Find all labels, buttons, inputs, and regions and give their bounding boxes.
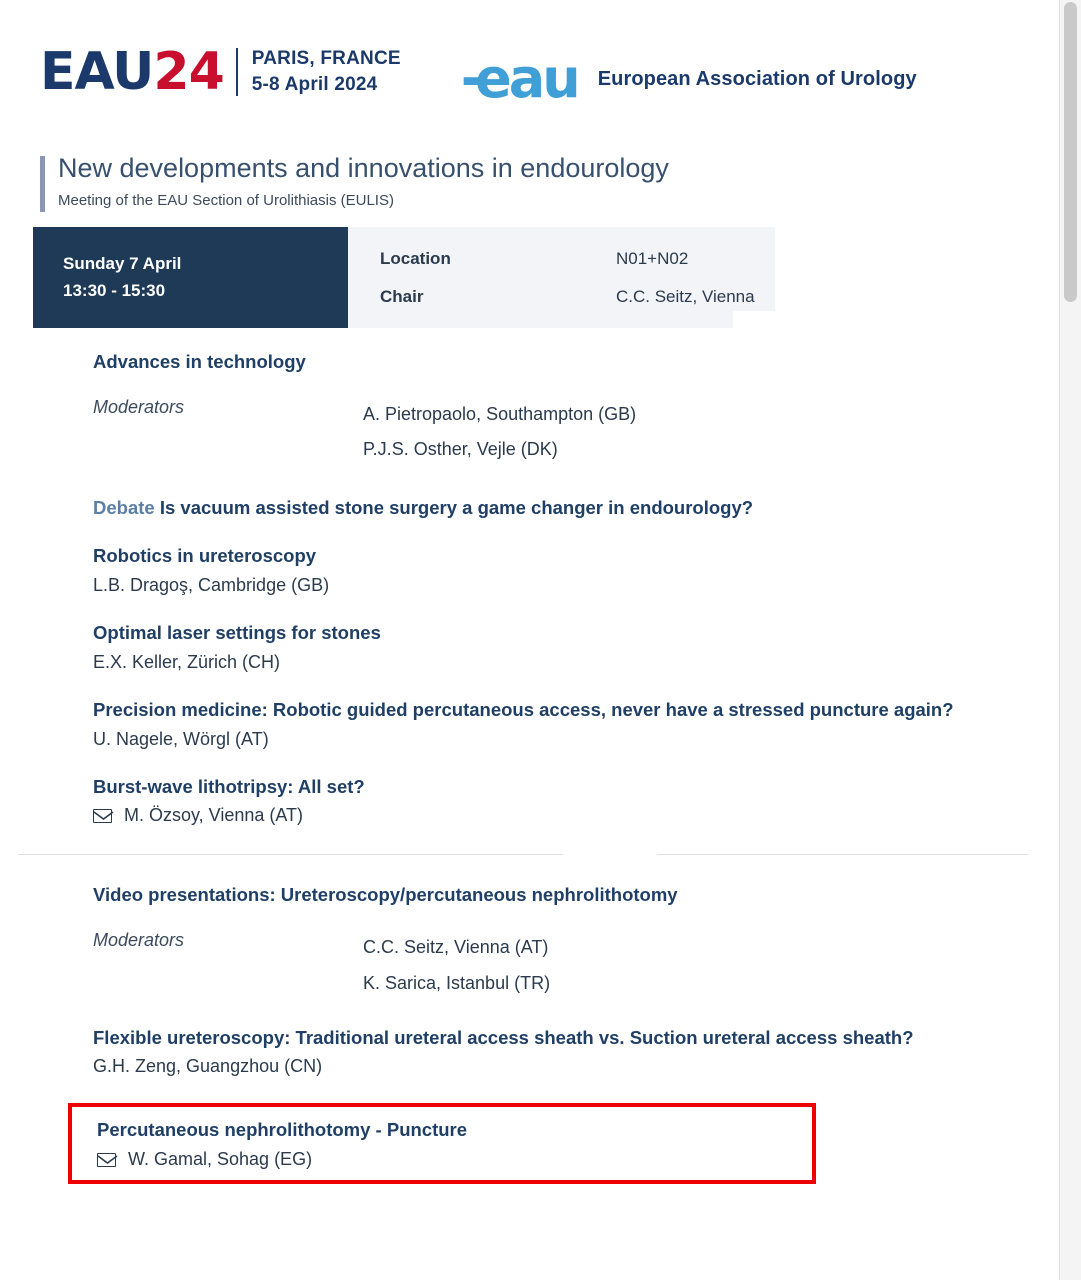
envelope-icon (97, 1153, 116, 1167)
talk-title: Burst-wave lithotripsy: All set? (93, 775, 365, 797)
scrollbar-thumb[interactable] (1064, 2, 1077, 302)
moderators-list (363, 930, 550, 1000)
list-item: C.C. Seitz, Vienna (AT) (363, 937, 549, 958)
chair-label: Chair (380, 287, 424, 307)
eau-mark-letters: eau (475, 47, 578, 110)
talk-item (93, 774, 1059, 827)
talk-title: Robotics in ureteroscopy (93, 545, 317, 567)
debate-title: Is vacuum assisted stone surgery a game changer in endourology? (159, 497, 754, 519)
talk-title: Optimal laser settings for stones (93, 622, 381, 644)
speaker-name: M. Özsoy, Vienna (AT) (124, 805, 304, 826)
session-title-block (40, 152, 1059, 209)
document-header (0, 0, 1059, 110)
envelope-icon (93, 809, 112, 823)
logo-main-text: EAU (40, 42, 154, 102)
session-day: Sunday 7 April (63, 254, 182, 274)
speaker-name: G.H. Zeng, Guangzhou (CN) (93, 1056, 323, 1077)
section-heading-video: Video presentations: Ureteroscopy/percutaneous nephrolithotomy (93, 884, 678, 906)
list-item: P.J.S. Osther, Vejle (DK) (363, 439, 558, 460)
session-info-bar (33, 227, 775, 328)
moderators-list (363, 397, 636, 467)
talk-item (93, 543, 1059, 596)
association-name: European Association of Urology (597, 67, 917, 90)
talk-speaker (93, 575, 1059, 596)
list-item: A. Pietropaolo, Southampton (GB) (363, 404, 637, 425)
session-subtitle: Meeting of the EAU Section of Urolithiasis (EULIS) (58, 192, 394, 210)
moderators-block-1 (93, 397, 1059, 467)
divider-notch (563, 853, 657, 856)
eau24-logo-text (40, 42, 224, 102)
speaker-name: L.B. Dragoş, Cambridge (GB) (93, 575, 330, 596)
debate-entry (93, 497, 1059, 519)
page-scrollbar[interactable] (1059, 0, 1081, 1280)
talk-title: Flexible ureteroscopy: Traditional ureteral access sheath vs. Suction ureteral access sheath? (93, 1026, 914, 1048)
talk-title: Percutaneous nephrolithotomy - Puncture (97, 1119, 468, 1141)
speaker-name: U. Nagele, Wörgl (AT) (93, 728, 269, 749)
congress-dates: 5-8 April 2024 (251, 74, 378, 95)
moderators-label: Moderators (93, 930, 185, 951)
talk-item (93, 697, 1059, 750)
talk-speaker (93, 1056, 1059, 1077)
logo-divider (236, 48, 238, 96)
location-label: Location (380, 249, 451, 269)
section-divider (18, 854, 1028, 855)
talk-title: Precision medicine: Robotic guided percutaneous access, never have a stressed puncture again? (93, 698, 954, 720)
highlighted-talk-item (68, 1103, 816, 1184)
session-meta (348, 227, 775, 328)
session-datetime (33, 227, 348, 328)
list-item: K. Sarica, Istanbul (TR) (363, 972, 551, 993)
moderators-block-2 (93, 930, 1059, 1000)
moderators-label: Moderators (93, 397, 185, 418)
page-title: New developments and innovations in endourology (58, 153, 669, 183)
location-value: N01+N02 (616, 249, 689, 269)
chair-row (380, 287, 775, 307)
eau-mark-text: -eau (460, 47, 578, 110)
talk-speaker (93, 729, 1059, 750)
eau-association-logo (460, 47, 917, 110)
location-row (380, 249, 775, 269)
congress-city: PARIS, FRANCE (251, 48, 401, 70)
programme-body (0, 350, 1059, 1184)
session-time: 13:30 - 15:30 (63, 280, 166, 300)
talk-speaker (93, 805, 1059, 826)
infobar-gap (733, 311, 835, 328)
congress-location (252, 46, 401, 97)
talk-speaker (97, 1149, 812, 1170)
chair-value: C.C. Seitz, Vienna (616, 287, 755, 307)
debate-tag: Debate (93, 497, 155, 519)
title-accent-bar (40, 156, 45, 212)
talk-item (93, 1025, 1059, 1078)
logo-year-text: 24 (153, 42, 224, 102)
talk-item (93, 620, 1059, 673)
speaker-name: E.X. Keller, Zürich (CH) (93, 651, 281, 672)
section-heading-advances: Advances in technology (93, 351, 306, 373)
speaker-name: W. Gamal, Sohag (EG) (128, 1149, 313, 1170)
talk-speaker (93, 652, 1059, 673)
eau24-logo (40, 42, 401, 102)
